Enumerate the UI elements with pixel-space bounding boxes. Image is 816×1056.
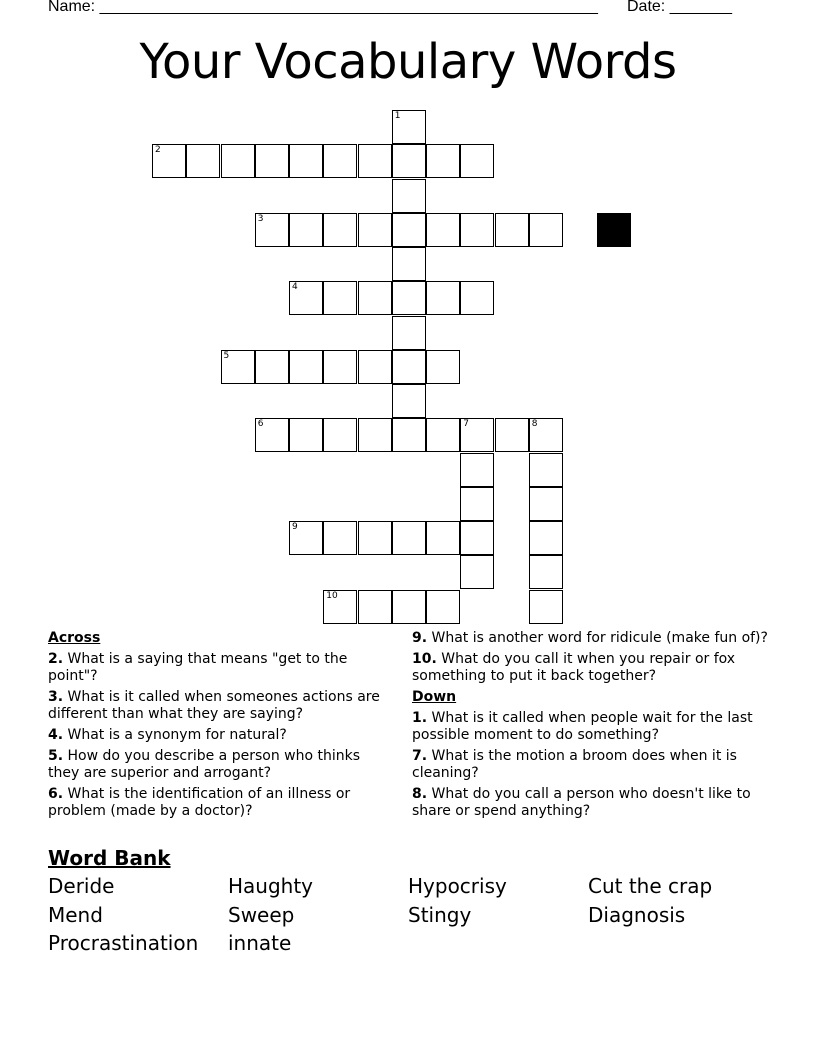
crossword-cell[interactable] bbox=[392, 384, 426, 418]
crossword-cell[interactable] bbox=[426, 590, 460, 624]
crossword-cell[interactable] bbox=[426, 418, 460, 452]
crossword-cell[interactable] bbox=[529, 213, 563, 247]
clue-number-label: 7 bbox=[463, 419, 469, 430]
crossword-cell[interactable] bbox=[460, 521, 494, 555]
crossword-cell[interactable] bbox=[255, 418, 289, 452]
crossword-cell[interactable] bbox=[426, 350, 460, 384]
crossword-cell[interactable] bbox=[255, 213, 289, 247]
crossword-cell[interactable] bbox=[529, 521, 563, 555]
clues-column-left bbox=[48, 630, 388, 824]
crossword-cell[interactable] bbox=[460, 555, 494, 589]
crossword-cell[interactable] bbox=[529, 590, 563, 624]
word-bank-word: Sweep bbox=[228, 903, 295, 927]
clue-number-label: 5 bbox=[223, 350, 230, 361]
crossword-cell[interactable] bbox=[392, 144, 426, 178]
crossword-cell[interactable] bbox=[289, 350, 323, 384]
crossword-cell[interactable] bbox=[529, 487, 563, 521]
clue-number-label: 10 bbox=[326, 590, 338, 601]
clue-number: 5. bbox=[48, 748, 64, 764]
word-bank-word: Procrastination bbox=[48, 931, 199, 955]
clue-number: 7. bbox=[412, 748, 428, 764]
crossword-cell[interactable] bbox=[392, 316, 426, 350]
clue-down-7 bbox=[412, 748, 772, 782]
crossword-cell[interactable] bbox=[323, 281, 357, 315]
clue-text: What is a synonym for natural? bbox=[63, 727, 287, 743]
page-title: Your Vocabulary Words bbox=[139, 34, 677, 90]
clue-text: What is a saying that means "get to the point"? bbox=[48, 651, 348, 684]
crossword-cell[interactable] bbox=[392, 179, 426, 213]
crossword-cell[interactable] bbox=[152, 144, 186, 178]
crossword-cell[interactable] bbox=[289, 144, 323, 178]
word-bank-word: Deride bbox=[48, 874, 115, 898]
crossword-cell[interactable] bbox=[358, 521, 392, 555]
crossword-cell[interactable] bbox=[392, 350, 426, 384]
crossword-cell[interactable] bbox=[392, 590, 426, 624]
clue-across-3 bbox=[48, 689, 388, 723]
clue-down-1 bbox=[412, 710, 772, 744]
clue-number: 1. bbox=[412, 710, 428, 726]
clue-number: 3. bbox=[48, 689, 64, 705]
clue-text: What is the motion a broom does when it is cleaning? bbox=[412, 748, 737, 781]
crossword-cell[interactable] bbox=[323, 521, 357, 555]
clue-number-label: 4 bbox=[292, 282, 298, 293]
clue-number-label: 6 bbox=[257, 419, 264, 430]
clue-number: 4. bbox=[48, 727, 64, 743]
clue-number-label: 3 bbox=[257, 213, 264, 224]
word-bank-title: Word Bank bbox=[48, 846, 171, 870]
clue-number: 6. bbox=[48, 786, 64, 802]
crossword-cell[interactable] bbox=[426, 144, 460, 178]
crossword-cell[interactable] bbox=[289, 281, 323, 315]
crossword-cell[interactable] bbox=[426, 521, 460, 555]
crossword-cell[interactable] bbox=[221, 350, 255, 384]
crossword-cell[interactable] bbox=[529, 453, 563, 487]
crossword-cell[interactable] bbox=[495, 418, 529, 452]
crossword-cell[interactable] bbox=[221, 144, 255, 178]
crossword-cell[interactable] bbox=[392, 110, 426, 144]
crossword-cell[interactable] bbox=[358, 590, 392, 624]
crossword-cell[interactable] bbox=[529, 418, 563, 452]
clue-number-label: 1 bbox=[394, 111, 401, 121]
crossword-cell[interactable] bbox=[392, 281, 426, 315]
crossword-cell[interactable] bbox=[460, 418, 494, 452]
crossword-cell[interactable] bbox=[392, 213, 426, 247]
crossword-cell[interactable] bbox=[323, 350, 357, 384]
crossword-cell[interactable] bbox=[460, 213, 494, 247]
crossword-cell[interactable] bbox=[358, 418, 392, 452]
crossword-cell[interactable] bbox=[426, 213, 460, 247]
clue-across-5 bbox=[48, 748, 388, 782]
crossword-cell[interactable] bbox=[460, 453, 494, 487]
clue-across-9 bbox=[412, 630, 772, 647]
crossword-cell[interactable] bbox=[186, 144, 220, 178]
clue-down-8 bbox=[412, 786, 772, 820]
clue-text: What do you call it when you repair or fox something to put it back together? bbox=[412, 651, 736, 684]
crossword-cell[interactable] bbox=[255, 350, 289, 384]
clue-number-label: 8 bbox=[531, 419, 538, 430]
word-bank-word: Stingy bbox=[408, 903, 472, 927]
clue-across-10 bbox=[412, 651, 772, 685]
clue-text: What is it called when people wait for the last possible moment to do something? bbox=[412, 710, 753, 743]
word-bank-word: Cut the crap bbox=[588, 874, 713, 898]
clue-text: What do you call a person who doesn't like to share or spend anything? bbox=[412, 786, 751, 819]
clue-across-2 bbox=[48, 651, 388, 685]
word-bank-word: Haughty bbox=[228, 874, 314, 898]
name-field-label: Name: ________________________________________________________ bbox=[48, 0, 598, 15]
crossword-cell[interactable] bbox=[289, 521, 323, 555]
clue-text: What is another word for ridicule (make fun of)? bbox=[427, 630, 768, 646]
clue-number: 9. bbox=[412, 630, 428, 646]
crossword-cell[interactable] bbox=[392, 247, 426, 281]
clue-text: What is the identification of an illness or problem (made by a doctor)? bbox=[48, 786, 351, 819]
crossword-cell[interactable] bbox=[460, 281, 494, 315]
word-bank-word: Hypocrisy bbox=[408, 874, 507, 898]
clues-column-right bbox=[412, 630, 772, 824]
crossword-cell[interactable] bbox=[460, 144, 494, 178]
clue-across-4 bbox=[48, 727, 388, 744]
down-heading: Down bbox=[412, 689, 457, 705]
clue-number: 10. bbox=[412, 651, 437, 667]
crossword-cell[interactable] bbox=[255, 144, 289, 178]
clue-number-label: 9 bbox=[292, 522, 298, 532]
crossword-cell[interactable] bbox=[289, 418, 323, 452]
crossword-cell[interactable] bbox=[392, 418, 426, 452]
crossword-cell[interactable] bbox=[358, 213, 392, 247]
crossword-cell[interactable] bbox=[529, 555, 563, 589]
crossword-cell[interactable] bbox=[358, 281, 392, 315]
crossword-black-cell bbox=[597, 213, 631, 247]
crossword-cell[interactable] bbox=[323, 144, 357, 178]
crossword-cell[interactable] bbox=[495, 213, 529, 247]
crossword-cell[interactable] bbox=[426, 281, 460, 315]
crossword-cell[interactable] bbox=[323, 590, 357, 624]
clue-across-6 bbox=[48, 786, 388, 820]
crossword-cell[interactable] bbox=[289, 213, 323, 247]
word-bank-word: Mend bbox=[48, 903, 103, 927]
crossword-cell[interactable] bbox=[323, 418, 357, 452]
across-heading: Across bbox=[48, 630, 101, 646]
clue-text: How do you describe a person who thinks they are superior and arrogant? bbox=[48, 748, 361, 781]
crossword-cell[interactable] bbox=[323, 213, 357, 247]
clue-number-label: 2 bbox=[155, 145, 161, 156]
crossword-cell[interactable] bbox=[358, 350, 392, 384]
crossword-cell[interactable] bbox=[392, 521, 426, 555]
crossword-cell[interactable] bbox=[460, 487, 494, 521]
crossword-cell[interactable] bbox=[358, 144, 392, 178]
word-bank-word: Diagnosis bbox=[588, 903, 686, 927]
clue-text: What is it called when someones actions are different than what they are saying? bbox=[48, 689, 380, 722]
clue-number: 8. bbox=[412, 786, 428, 802]
date-field-label: Date: _______ bbox=[627, 0, 732, 15]
word-bank-word: innate bbox=[228, 931, 292, 955]
clue-number: 2. bbox=[48, 651, 64, 667]
